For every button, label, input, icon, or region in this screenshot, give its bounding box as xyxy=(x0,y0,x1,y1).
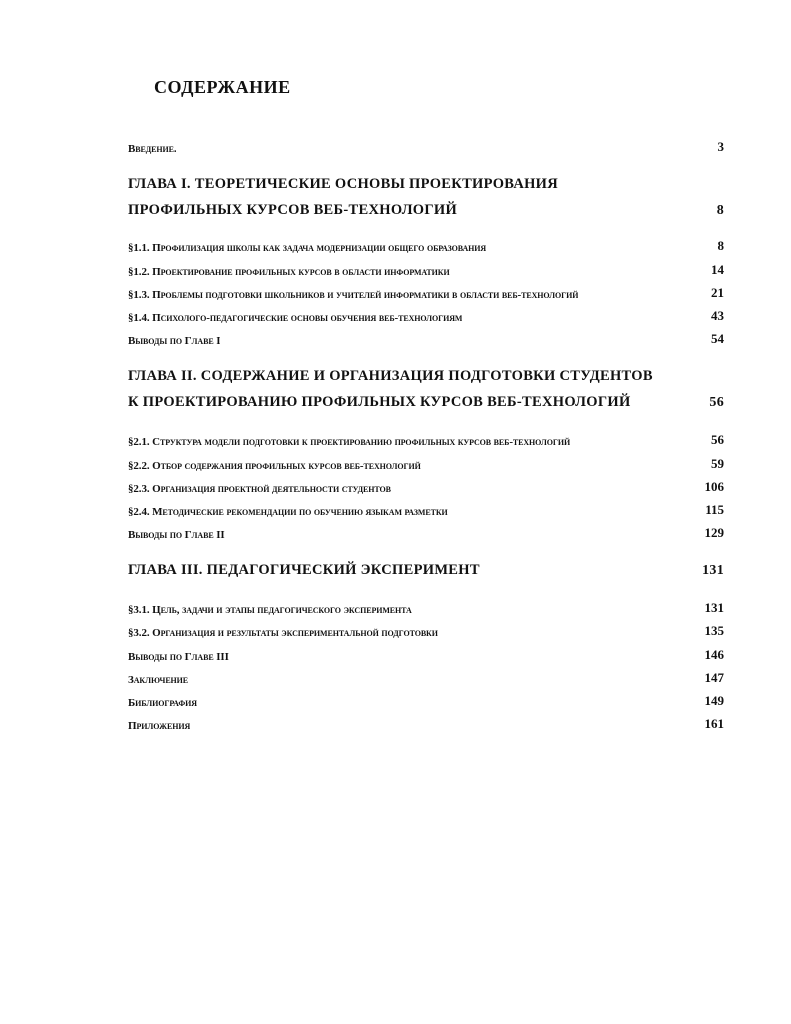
toc-entry[interactable] xyxy=(128,709,724,732)
toc-entry[interactable] xyxy=(128,616,724,639)
toc-entry-page: 3 xyxy=(717,139,724,155)
toc-chapter-3[interactable] xyxy=(128,553,724,579)
toc-entry-page: 135 xyxy=(704,623,724,639)
toc-entry-label: §3.1. Цель, задачи и этапы педагогического эксперимента xyxy=(128,604,412,617)
toc-entry-page: 129 xyxy=(704,525,724,541)
toc-entry-page: 56 xyxy=(711,432,724,448)
toc-chapter-1[interactable] xyxy=(128,167,724,219)
chapter-page: 56 xyxy=(709,395,724,411)
toc-entry-page: 43 xyxy=(711,307,724,323)
toc-entry[interactable] xyxy=(128,278,724,301)
chapter-heading-line-2 xyxy=(128,385,724,411)
toc-entry-label: §2.4. Методические рекомендации по обучению языкам разметки xyxy=(128,505,448,518)
toc-entry[interactable] xyxy=(128,518,724,541)
toc-entry-label: §1.2. Проектирование профильных курсов в области информатики xyxy=(128,265,450,278)
page-title: СОДЕРЖАНИЕ xyxy=(154,77,291,97)
toc-entry[interactable] xyxy=(128,686,724,709)
toc-entry[interactable] xyxy=(128,495,724,518)
toc-entry-label: Выводы по Главе II xyxy=(128,529,225,542)
chapter-page: 131 xyxy=(702,563,724,579)
toc-entry-label: Заключение xyxy=(128,673,189,686)
chapter-heading-line-1 xyxy=(128,359,724,385)
toc-entry-page: 147 xyxy=(704,669,724,685)
toc-entry-page: 54 xyxy=(711,331,724,347)
toc-entry[interactable] xyxy=(128,425,724,448)
toc-entry-page: 59 xyxy=(711,455,724,471)
toc-entry-label: Приложения xyxy=(128,720,191,733)
toc-entry[interactable] xyxy=(128,231,724,254)
toc-chapter-2[interactable] xyxy=(128,359,724,411)
toc-entry-page: 106 xyxy=(704,478,724,494)
toc-entry[interactable] xyxy=(128,663,724,686)
toc-entry-page: 149 xyxy=(704,693,724,708)
toc-entry-label: §2.2. Отбор содержания профильных курсов веб-технологий xyxy=(128,459,421,472)
chapter-title-cont: К ПРОЕКТИРОВАНИЮ ПРОФИЛЬНЫХ КУРСОВ ВЕБ-ТЕХНОЛОГИЙ xyxy=(128,394,631,411)
chapter-title: ГЛАВА III. ПЕДАГОГИЧЕСКИЙ ЭКСПЕРИМЕНТ xyxy=(128,562,480,579)
toc-entry[interactable] xyxy=(128,593,724,616)
toc-entry-label: Введение. xyxy=(128,143,177,156)
toc-entry-page: 14 xyxy=(711,261,724,277)
toc-entry-page: 161 xyxy=(704,716,724,732)
chapter-heading-line-2 xyxy=(128,193,724,219)
toc-entry-label: §3.2. Организация и результаты экспериментальной подготовки xyxy=(128,627,438,640)
toc-entry-page: 8 xyxy=(717,238,724,254)
toc-entry-page: 21 xyxy=(711,284,724,300)
toc-entry-label: Библиография xyxy=(128,697,197,709)
chapter-heading-line-1 xyxy=(128,553,724,579)
toc-entry[interactable] xyxy=(128,254,724,277)
toc-entry-label: Выводы по Главе I xyxy=(128,335,221,348)
toc-entry[interactable] xyxy=(128,301,724,324)
chapter-title-cont: ПРОФИЛЬНЫХ КУРСОВ ВЕБ-ТЕХНОЛОГИЙ xyxy=(128,202,458,219)
table-of-contents xyxy=(128,132,724,732)
chapter-title: ГЛАВА II. СОДЕРЖАНИЕ И ОРГАНИЗАЦИЯ ПОДГОТОВКИ СТУДЕНТОВ xyxy=(128,368,653,385)
chapter-page: 8 xyxy=(716,203,724,219)
toc-entry-label: §2.3. Организация проектной деятельности студентов xyxy=(128,482,391,495)
toc-entry-page: 115 xyxy=(705,501,724,517)
toc-entry[interactable] xyxy=(128,448,724,471)
toc-entry-label: §1.1. Профилизация школы как задача модернизации общего образования xyxy=(128,242,487,255)
chapter-heading-line-1 xyxy=(128,167,724,193)
toc-entry[interactable] xyxy=(128,472,724,495)
toc-entry[interactable] xyxy=(128,324,724,347)
toc-entry-page: 131 xyxy=(704,600,724,616)
toc-entry-page: 146 xyxy=(704,646,724,662)
toc-entry-label: §1.3. Проблемы подготовки школьников и учителей информатики в области веб-технологий xyxy=(128,288,579,301)
chapter-title: ГЛАВА I. ТЕОРЕТИЧЕСКИЕ ОСНОВЫ ПРОЕКТИРОВАНИЯ xyxy=(128,176,559,193)
toc-entry-intro[interactable] xyxy=(128,132,724,155)
toc-entry-label: §2.1. Структура модели подготовки к проектированию профильных курсов веб-технологий xyxy=(128,436,571,449)
toc-entry[interactable] xyxy=(128,639,724,662)
toc-entry-label: §1.4. Психолого-педагогические основы обучения веб-технологиям xyxy=(128,311,463,324)
toc-entry-label: Выводы по Главе III xyxy=(128,650,229,663)
